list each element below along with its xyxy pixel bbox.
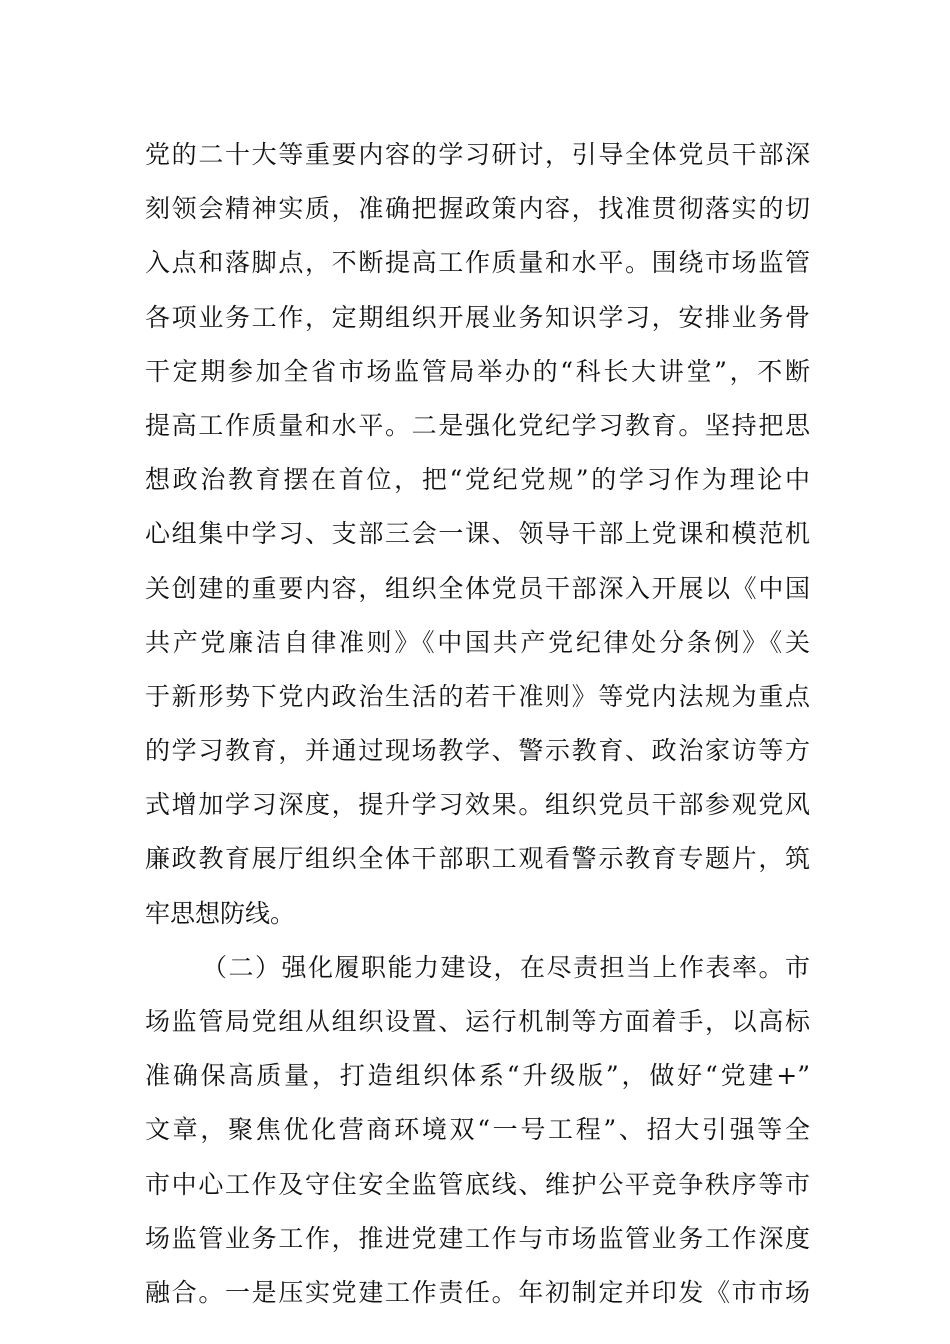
text-line: 共产党廉洁自律准则》《中国共产党纪律处分条例》《关 xyxy=(145,627,810,657)
text-line: 提高工作质量和水平。二是强化党纪学习教育。坚持把思 xyxy=(145,410,810,440)
text-line: 文章，聚焦优化营商环境双“一号工程”、招大引强等全 xyxy=(145,1115,810,1145)
text-line: 想政治教育摆在首位，把“党纪党规”的学习作为理论中 xyxy=(145,465,810,495)
paragraph-2 xyxy=(145,941,810,1320)
text-line: 入点和落脚点，不断提高工作质量和水平。围绕市场监管 xyxy=(145,248,810,278)
text-line: 心组集中学习、支部三会一课、领导干部上党课和模范机 xyxy=(145,519,810,549)
text-line: 各项业务工作，定期组织开展业务知识学习，安排业务骨 xyxy=(145,302,810,332)
text-line: 刻领会精神实质，准确把握政策内容，找准贯彻落实的切 xyxy=(145,194,810,224)
text-line: 关创建的重要内容，组织全体党员干部深入开展以《中国 xyxy=(145,573,810,603)
text-line: 式增加学习深度，提升学习效果。组织党员干部参观党风 xyxy=(145,790,810,820)
document-body xyxy=(145,128,810,1320)
text-line: 牢思想防线。 xyxy=(145,898,296,928)
section-heading-line: （二）强化履职能力建设，在尽责担当上作表率。市 xyxy=(202,952,810,982)
text-line: 党的二十大等重要内容的学习研讨，引导全体党员干部深 xyxy=(145,140,810,169)
text-line: 市中心工作及守住安全监管底线、维护公平竞争秩序等市 xyxy=(145,1169,810,1199)
paragraph-1 xyxy=(145,128,810,941)
text-line: 干定期参加全省市场监管局举办的“科长大讲堂”，不断 xyxy=(145,356,810,386)
text-line: 融合。一是压实党建工作责任。年初制定并印发《市市场 xyxy=(145,1277,810,1307)
text-line: 的学习教育，并通过现场教学、警示教育、政治家访等方 xyxy=(145,736,810,766)
text-line: 场监管业务工作，推进党建工作与市场监管业务工作深度 xyxy=(145,1223,810,1253)
text-line: 于新形势下党内政治生活的若干准则》等党内法规为重点 xyxy=(145,681,810,711)
text-line: 廉政教育展厅组织全体干部职工观看警示教育专题片，筑 xyxy=(145,844,810,874)
text-line: 场监管局党组从组织设置、运行机制等方面着手，以高标 xyxy=(145,1007,810,1036)
text-line: 准确保高质量，打造组织体系“升级版”，做好“党建+” xyxy=(145,1061,810,1091)
